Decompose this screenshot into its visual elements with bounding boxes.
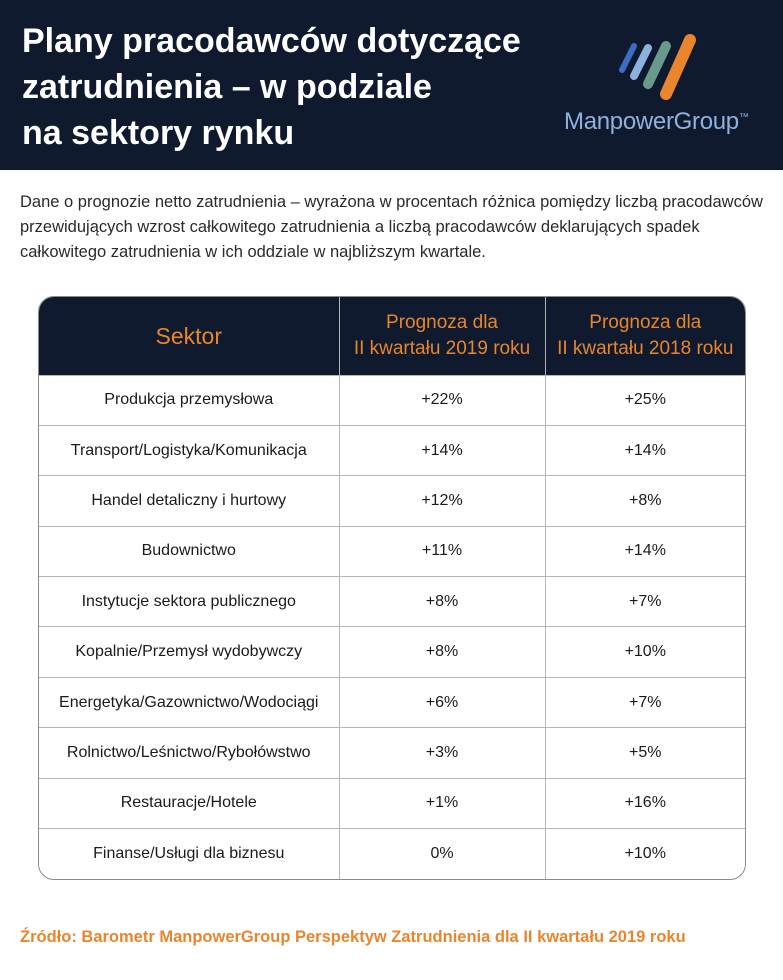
table-row: [39, 526, 745, 576]
header-line: Prognoza dla: [386, 311, 498, 333]
column-header-2019: [339, 297, 545, 375]
table-row: [39, 425, 745, 475]
sector-cell: Rolnictwo/Leśnictwo/Rybołówstwo: [39, 728, 339, 778]
logo-stripes-icon: [616, 30, 704, 102]
table-row: [39, 627, 745, 677]
logo-stripe-3: [648, 46, 666, 84]
header-line: II kwartału 2019 roku: [353, 337, 531, 359]
forecast-2019-cell: +22%: [339, 375, 545, 425]
forecast-2019-cell: +3%: [339, 728, 545, 778]
sector-cell: Restauracje/Hotele: [39, 778, 339, 828]
forecast-2019-cell: +8%: [339, 577, 545, 627]
sector-cell: Instytucje sektora publicznego: [39, 577, 339, 627]
table-header-row: [39, 297, 745, 375]
forecast-2018-cell: +7%: [545, 677, 745, 727]
forecast-2018-cell: +5%: [545, 728, 745, 778]
forecast-2018-cell: +14%: [545, 526, 745, 576]
forecast-2019-cell: 0%: [339, 829, 545, 879]
title-line: na sektory rynku: [22, 114, 295, 152]
table-row: [39, 577, 745, 627]
forecast-table-container: [38, 296, 746, 880]
logo-trademark: ™: [738, 112, 749, 123]
sector-cell: Kopalnie/Przemysł wydobywczy: [39, 627, 339, 677]
table-body: [39, 375, 745, 879]
forecast-2018-cell: +16%: [545, 778, 745, 828]
sector-cell: Produkcja przemysłowa: [39, 375, 339, 425]
logo-stripe-1: [622, 46, 634, 70]
forecast-2019-cell: +6%: [339, 677, 545, 727]
source-note: Źródło: Barometr ManpowerGroup Perspektyw Zatrudnienia dla II kwartału 2019 roku: [20, 928, 686, 946]
table-row: [39, 728, 745, 778]
table-row: [39, 476, 745, 526]
table-row: [39, 829, 745, 879]
description: Dane o prognozie netto zatrudnienia – wyrażona w procentach różnica pomiędzy liczbą pracodawców przewidujących wzrost całkowitego zatrudnienia a liczbą pracodawców deklarujących spadek całkowitego zatrudnienia w ich oddziale w najbliższym kwartale.: [20, 193, 763, 261]
header-banner: [0, 0, 783, 170]
title-line: Plany pracodawców dotyczące: [22, 22, 521, 60]
header-line: Sektor: [155, 322, 222, 349]
sector-cell: Budownictwo: [39, 526, 339, 576]
column-header-2018: [545, 297, 745, 375]
table-row: [39, 677, 745, 727]
forecast-2018-cell: +10%: [545, 627, 745, 677]
forecast-2019-cell: +14%: [339, 425, 545, 475]
forecast-2019-cell: +12%: [339, 476, 545, 526]
table-row: [39, 375, 745, 425]
sector-cell: Transport/Logistyka/Komunikacja: [39, 425, 339, 475]
forecast-2018-cell: +8%: [545, 476, 745, 526]
forecast-2018-cell: +25%: [545, 375, 745, 425]
sector-cell: Finanse/Usługi dla biznesu: [39, 829, 339, 879]
column-header-sector: [39, 297, 339, 375]
header-line: II kwartału 2018 roku: [557, 337, 734, 359]
manpowergroup-logo: [560, 30, 760, 140]
logo-wordmark-text: ManpowerGroup: [564, 108, 739, 135]
forecast-2019-cell: +8%: [339, 627, 545, 677]
logo-stripe-2: [634, 48, 648, 76]
forecast-2018-cell: +14%: [545, 425, 745, 475]
logo-wordmark: [564, 108, 764, 136]
table-row: [39, 778, 745, 828]
forecast-2018-cell: +10%: [545, 829, 745, 879]
forecast-table: [39, 297, 745, 879]
page-title: [22, 18, 542, 156]
forecast-2019-cell: +1%: [339, 778, 545, 828]
sector-cell: Energetyka/Gazownictwo/Wodociągi: [39, 677, 339, 727]
header-line: Prognoza dla: [589, 311, 702, 333]
forecast-2019-cell: +11%: [339, 526, 545, 576]
title-line: zatrudnienia – w podziale: [22, 68, 432, 106]
sector-cell: Handel detaliczny i hurtowy: [39, 476, 339, 526]
forecast-2018-cell: +7%: [545, 577, 745, 627]
